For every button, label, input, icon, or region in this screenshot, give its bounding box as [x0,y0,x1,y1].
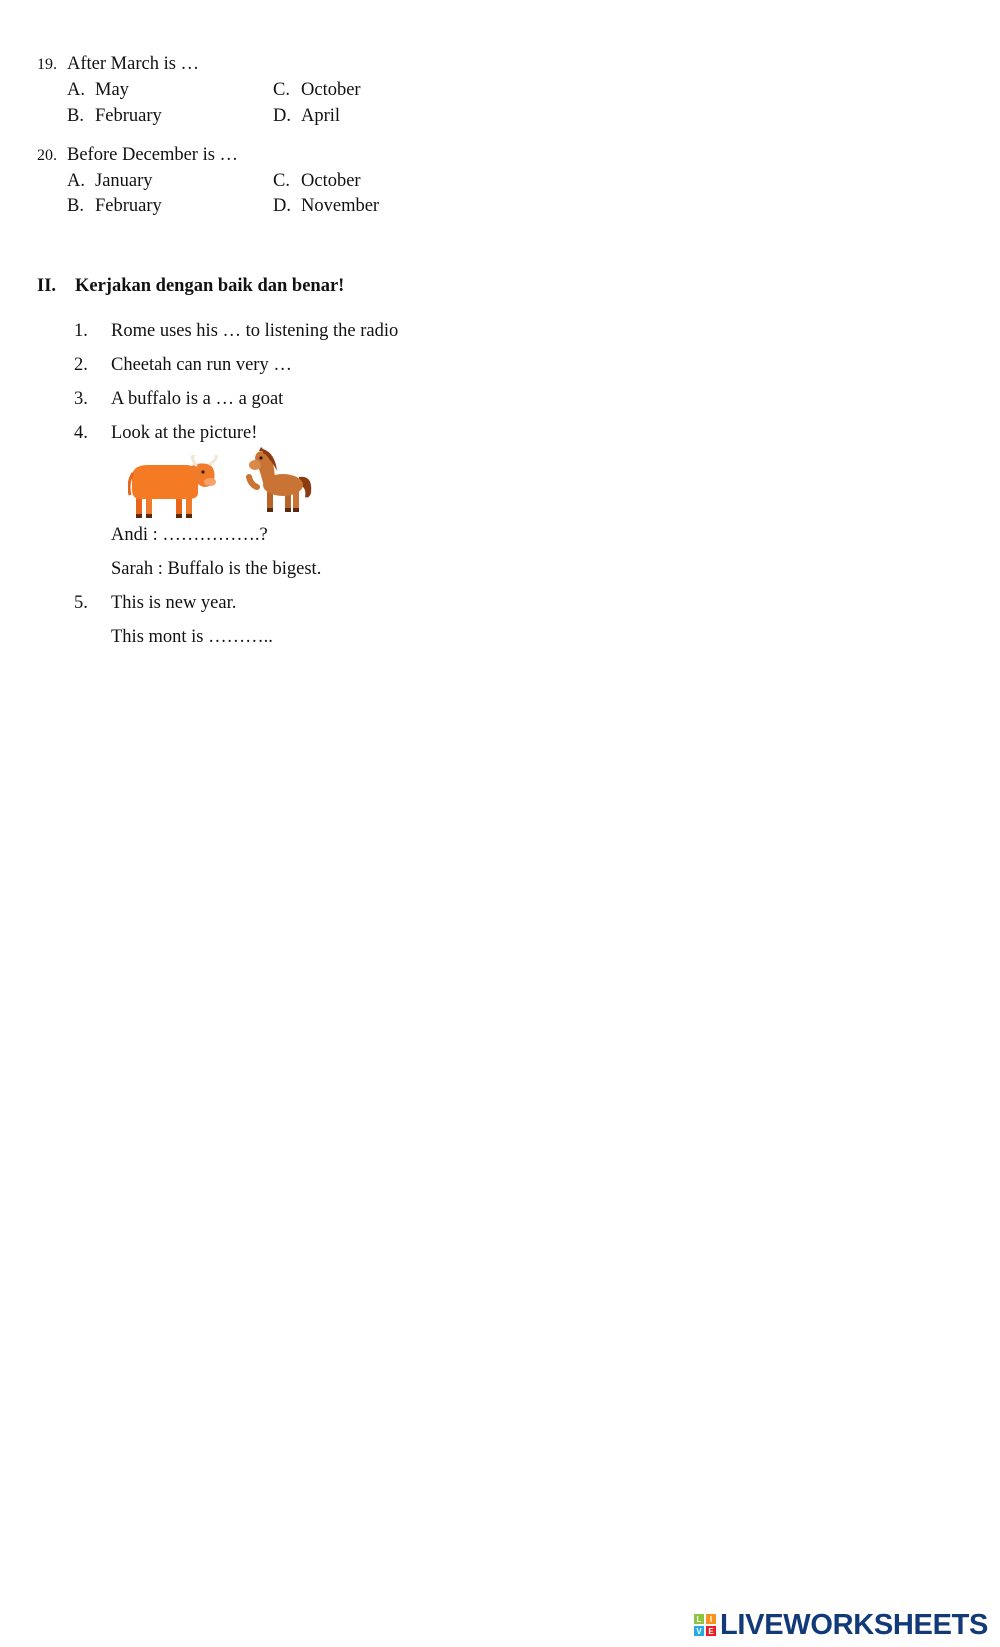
question-20-option-c[interactable] [273,172,361,191]
question-20-option-b[interactable] [67,197,162,216]
option-text: February [95,106,162,126]
essay-item-5-number: 5. [74,593,88,613]
option-text: May [95,80,129,100]
option-text: February [95,196,162,216]
logo-grid-icon [694,1614,716,1636]
question-19-option-a[interactable] [67,81,129,100]
essay-item-1-number: 1. [74,321,88,341]
option-letter: B. [67,106,84,126]
essay-item-5-line2: This mont is ……….. [111,627,273,647]
question-20-number: 20. [37,147,57,164]
logo-letter-e: E [706,1626,716,1636]
essay-item-4-number: 4. [74,423,88,443]
essay-item-5-text: This is new year. [111,593,237,613]
essay-item-3-text: A buffalo is a … a goat [111,389,284,409]
option-text: October [301,171,361,191]
question-19-text: After March is … [67,54,200,74]
section-2-numeral: II. [37,276,57,296]
option-letter: D. [273,196,291,216]
logo-letter-i: I [706,1614,716,1624]
question-20-option-d[interactable] [273,197,379,216]
option-letter: A. [67,80,85,100]
option-letter: C. [273,80,290,100]
logo-text: LIVEWORKSHEETS [720,1608,989,1641]
option-letter: D. [273,106,291,126]
essay-item-2-text: Cheetah can run very … [111,355,292,375]
option-text: October [301,80,361,100]
option-text: April [301,106,341,126]
essay-item-4-sarah-line: Sarah : Buffalo is the bigest. [111,559,322,579]
essay-item-1-text: Rome uses his … to listening the radio [111,321,399,341]
essay-item-2-number: 2. [74,355,88,375]
liveworksheets-logo [694,1610,988,1640]
horse-icon [245,447,317,515]
question-19-option-b[interactable] [67,107,162,126]
option-text: January [95,171,153,191]
question-20-text: Before December is … [67,145,239,165]
option-letter: B. [67,196,84,216]
buffalo-icon [128,455,220,519]
option-letter: A. [67,171,85,191]
question-20-option-a[interactable] [67,172,153,191]
logo-letter-v: V [694,1626,704,1636]
essay-item-3-number: 3. [74,389,88,409]
option-letter: C. [273,171,290,191]
essay-item-4-text: Look at the picture! [111,423,258,443]
option-text: November [301,196,380,216]
question-19-option-d[interactable] [273,107,340,126]
logo-letter-l: L [694,1614,704,1624]
question-19-number: 19. [37,56,57,73]
question-19-option-c[interactable] [273,81,361,100]
essay-item-4-andi-line: Andi : …………….? [111,525,268,545]
section-2-title: Kerjakan dengan baik dan benar! [75,276,345,296]
